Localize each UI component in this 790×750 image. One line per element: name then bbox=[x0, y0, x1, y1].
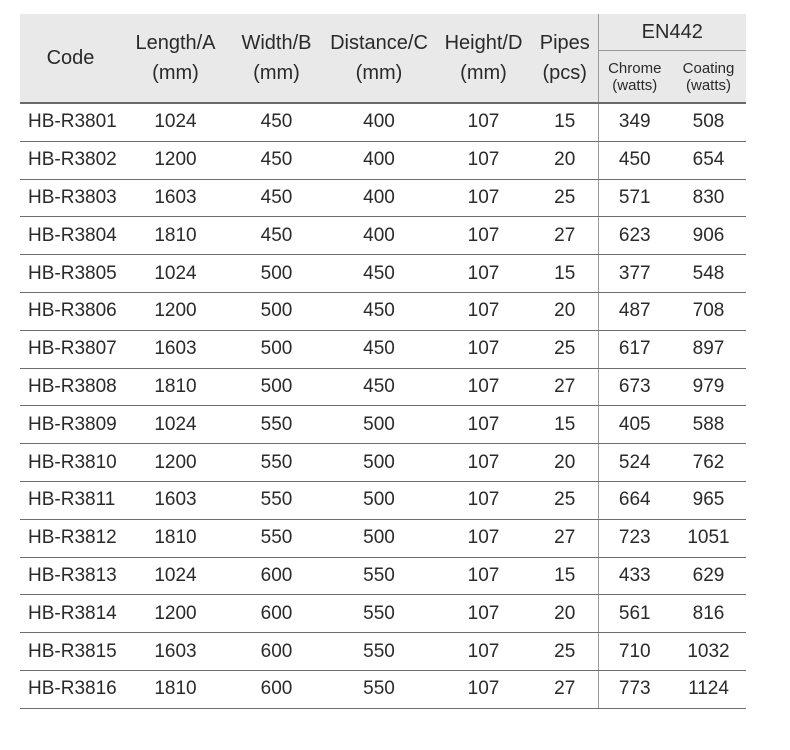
table-body bbox=[20, 103, 746, 708]
cell-coating: 708 bbox=[671, 292, 746, 330]
cell-chrome: 561 bbox=[598, 595, 671, 633]
cell-code: HB-R3805 bbox=[20, 255, 121, 293]
cell-width: 500 bbox=[230, 330, 323, 368]
header-height-label: Height/D bbox=[444, 32, 523, 54]
cell-pipes: 27 bbox=[532, 368, 598, 406]
header-width-unit: (mm) bbox=[253, 62, 300, 84]
cell-height: 107 bbox=[435, 481, 532, 519]
cell-pipes: 15 bbox=[532, 406, 598, 444]
header-chrome-unit: (watts) bbox=[612, 76, 658, 94]
table-row bbox=[20, 255, 746, 293]
cell-code: HB-R3806 bbox=[20, 292, 121, 330]
cell-code: HB-R3813 bbox=[20, 557, 121, 595]
cell-code: HB-R3816 bbox=[20, 670, 121, 708]
cell-pipes: 15 bbox=[532, 255, 598, 293]
cell-coating: 897 bbox=[671, 330, 746, 368]
cell-length: 1200 bbox=[121, 292, 230, 330]
cell-width: 550 bbox=[230, 481, 323, 519]
cell-length: 1810 bbox=[121, 670, 230, 708]
cell-code: HB-R3801 bbox=[20, 103, 121, 141]
cell-length: 1200 bbox=[121, 444, 230, 482]
table-row bbox=[20, 481, 746, 519]
cell-length: 1603 bbox=[121, 633, 230, 671]
table-row bbox=[20, 103, 746, 141]
cell-coating: 906 bbox=[671, 217, 746, 255]
header-pipes-unit: (pcs) bbox=[542, 62, 587, 84]
cell-coating: 1124 bbox=[671, 670, 746, 708]
cell-pipes: 20 bbox=[532, 595, 598, 633]
cell-width: 450 bbox=[230, 103, 323, 141]
spec-table bbox=[20, 14, 746, 709]
cell-chrome: 450 bbox=[598, 141, 671, 179]
header-height-unit: (mm) bbox=[460, 62, 507, 84]
cell-distance: 400 bbox=[323, 217, 435, 255]
cell-height: 107 bbox=[435, 670, 532, 708]
cell-coating: 762 bbox=[671, 444, 746, 482]
cell-pipes: 25 bbox=[532, 633, 598, 671]
cell-height: 107 bbox=[435, 141, 532, 179]
cell-width: 450 bbox=[230, 141, 323, 179]
header-en442-group: EN442 bbox=[598, 14, 746, 51]
cell-width: 500 bbox=[230, 255, 323, 293]
cell-width: 600 bbox=[230, 633, 323, 671]
cell-chrome: 773 bbox=[598, 670, 671, 708]
table-row bbox=[20, 179, 746, 217]
cell-pipes: 25 bbox=[532, 481, 598, 519]
cell-coating: 979 bbox=[671, 368, 746, 406]
header-chrome-label: Chrome bbox=[608, 59, 662, 77]
cell-length: 1810 bbox=[121, 519, 230, 557]
cell-distance: 550 bbox=[323, 557, 435, 595]
cell-distance: 550 bbox=[323, 633, 435, 671]
cell-pipes: 25 bbox=[532, 330, 598, 368]
cell-width: 550 bbox=[230, 406, 323, 444]
cell-distance: 500 bbox=[323, 519, 435, 557]
cell-height: 107 bbox=[435, 519, 532, 557]
cell-code: HB-R3815 bbox=[20, 633, 121, 671]
cell-coating: 1032 bbox=[671, 633, 746, 671]
header-length-unit: (mm) bbox=[152, 62, 199, 84]
cell-width: 600 bbox=[230, 595, 323, 633]
cell-width: 600 bbox=[230, 557, 323, 595]
header-distance-label: Distance/C bbox=[330, 32, 428, 54]
table-row bbox=[20, 444, 746, 482]
cell-chrome: 377 bbox=[598, 255, 671, 293]
cell-distance: 550 bbox=[323, 670, 435, 708]
cell-distance: 500 bbox=[323, 444, 435, 482]
cell-length: 1200 bbox=[121, 595, 230, 633]
cell-height: 107 bbox=[435, 217, 532, 255]
cell-distance: 450 bbox=[323, 292, 435, 330]
cell-length: 1603 bbox=[121, 481, 230, 519]
cell-pipes: 27 bbox=[532, 670, 598, 708]
cell-height: 107 bbox=[435, 406, 532, 444]
header-height bbox=[435, 14, 532, 103]
header-distance bbox=[323, 14, 435, 103]
cell-pipes: 25 bbox=[532, 179, 598, 217]
cell-chrome: 673 bbox=[598, 368, 671, 406]
header-code bbox=[20, 14, 121, 103]
cell-coating: 1051 bbox=[671, 519, 746, 557]
cell-code: HB-R3812 bbox=[20, 519, 121, 557]
cell-length: 1810 bbox=[121, 217, 230, 255]
cell-chrome: 710 bbox=[598, 633, 671, 671]
cell-height: 107 bbox=[435, 368, 532, 406]
cell-distance: 550 bbox=[323, 595, 435, 633]
cell-coating: 965 bbox=[671, 481, 746, 519]
cell-chrome: 623 bbox=[598, 217, 671, 255]
cell-width: 450 bbox=[230, 179, 323, 217]
cell-height: 107 bbox=[435, 255, 532, 293]
cell-code: HB-R3807 bbox=[20, 330, 121, 368]
table-row bbox=[20, 141, 746, 179]
cell-chrome: 571 bbox=[598, 179, 671, 217]
cell-chrome: 433 bbox=[598, 557, 671, 595]
header-width-label: Width/B bbox=[241, 32, 312, 54]
table-row bbox=[20, 633, 746, 671]
cell-distance: 400 bbox=[323, 141, 435, 179]
table-row bbox=[20, 519, 746, 557]
header-pipes-label: Pipes bbox=[539, 32, 590, 54]
cell-coating: 588 bbox=[671, 406, 746, 444]
cell-distance: 450 bbox=[323, 330, 435, 368]
cell-distance: 450 bbox=[323, 255, 435, 293]
cell-height: 107 bbox=[435, 179, 532, 217]
header-distance-unit: (mm) bbox=[355, 62, 403, 84]
cell-length: 1200 bbox=[121, 141, 230, 179]
cell-height: 107 bbox=[435, 103, 532, 141]
cell-height: 107 bbox=[435, 330, 532, 368]
cell-width: 450 bbox=[230, 217, 323, 255]
cell-code: HB-R3803 bbox=[20, 179, 121, 217]
cell-code: HB-R3802 bbox=[20, 141, 121, 179]
cell-length: 1603 bbox=[121, 330, 230, 368]
header-chrome bbox=[598, 51, 671, 104]
cell-distance: 400 bbox=[323, 179, 435, 217]
cell-chrome: 524 bbox=[598, 444, 671, 482]
cell-coating: 548 bbox=[671, 255, 746, 293]
cell-code: HB-R3808 bbox=[20, 368, 121, 406]
header-coating-label: Coating bbox=[682, 59, 735, 77]
header-coating-unit: (watts) bbox=[686, 76, 731, 94]
cell-pipes: 20 bbox=[532, 141, 598, 179]
cell-code: HB-R3814 bbox=[20, 595, 121, 633]
cell-code: HB-R3811 bbox=[20, 481, 121, 519]
cell-coating: 830 bbox=[671, 179, 746, 217]
cell-width: 550 bbox=[230, 519, 323, 557]
cell-code: HB-R3804 bbox=[20, 217, 121, 255]
cell-height: 107 bbox=[435, 292, 532, 330]
cell-chrome: 405 bbox=[598, 406, 671, 444]
table-row bbox=[20, 406, 746, 444]
cell-code: HB-R3809 bbox=[20, 406, 121, 444]
cell-length: 1024 bbox=[121, 255, 230, 293]
cell-pipes: 15 bbox=[532, 103, 598, 141]
cell-pipes: 20 bbox=[532, 444, 598, 482]
header-pipes bbox=[532, 14, 598, 103]
cell-width: 500 bbox=[230, 292, 323, 330]
cell-chrome: 723 bbox=[598, 519, 671, 557]
header-length bbox=[121, 14, 230, 103]
cell-length: 1024 bbox=[121, 103, 230, 141]
cell-distance: 400 bbox=[323, 103, 435, 141]
cell-distance: 500 bbox=[323, 406, 435, 444]
cell-height: 107 bbox=[435, 557, 532, 595]
cell-chrome: 487 bbox=[598, 292, 671, 330]
header-length-label: Length/A bbox=[135, 32, 216, 54]
cell-chrome: 349 bbox=[598, 103, 671, 141]
header-code-label: Code bbox=[46, 47, 95, 69]
cell-pipes: 27 bbox=[532, 217, 598, 255]
cell-coating: 508 bbox=[671, 103, 746, 141]
table-row bbox=[20, 595, 746, 633]
table-row bbox=[20, 557, 746, 595]
table-row bbox=[20, 670, 746, 708]
cell-distance: 450 bbox=[323, 368, 435, 406]
table-row bbox=[20, 217, 746, 255]
cell-coating: 629 bbox=[671, 557, 746, 595]
cell-distance: 500 bbox=[323, 481, 435, 519]
cell-length: 1810 bbox=[121, 368, 230, 406]
cell-height: 107 bbox=[435, 633, 532, 671]
cell-pipes: 20 bbox=[532, 292, 598, 330]
table-row bbox=[20, 330, 746, 368]
cell-length: 1603 bbox=[121, 179, 230, 217]
table-row bbox=[20, 292, 746, 330]
cell-width: 550 bbox=[230, 444, 323, 482]
cell-width: 600 bbox=[230, 670, 323, 708]
header-width bbox=[230, 14, 323, 103]
cell-coating: 816 bbox=[671, 595, 746, 633]
cell-width: 500 bbox=[230, 368, 323, 406]
cell-height: 107 bbox=[435, 595, 532, 633]
cell-length: 1024 bbox=[121, 406, 230, 444]
cell-length: 1024 bbox=[121, 557, 230, 595]
cell-code: HB-R3810 bbox=[20, 444, 121, 482]
header-coating bbox=[671, 51, 746, 104]
cell-coating: 654 bbox=[671, 141, 746, 179]
cell-chrome: 664 bbox=[598, 481, 671, 519]
cell-pipes: 15 bbox=[532, 557, 598, 595]
cell-pipes: 27 bbox=[532, 519, 598, 557]
table-row bbox=[20, 368, 746, 406]
cell-chrome: 617 bbox=[598, 330, 671, 368]
cell-height: 107 bbox=[435, 444, 532, 482]
table-header bbox=[20, 14, 746, 103]
